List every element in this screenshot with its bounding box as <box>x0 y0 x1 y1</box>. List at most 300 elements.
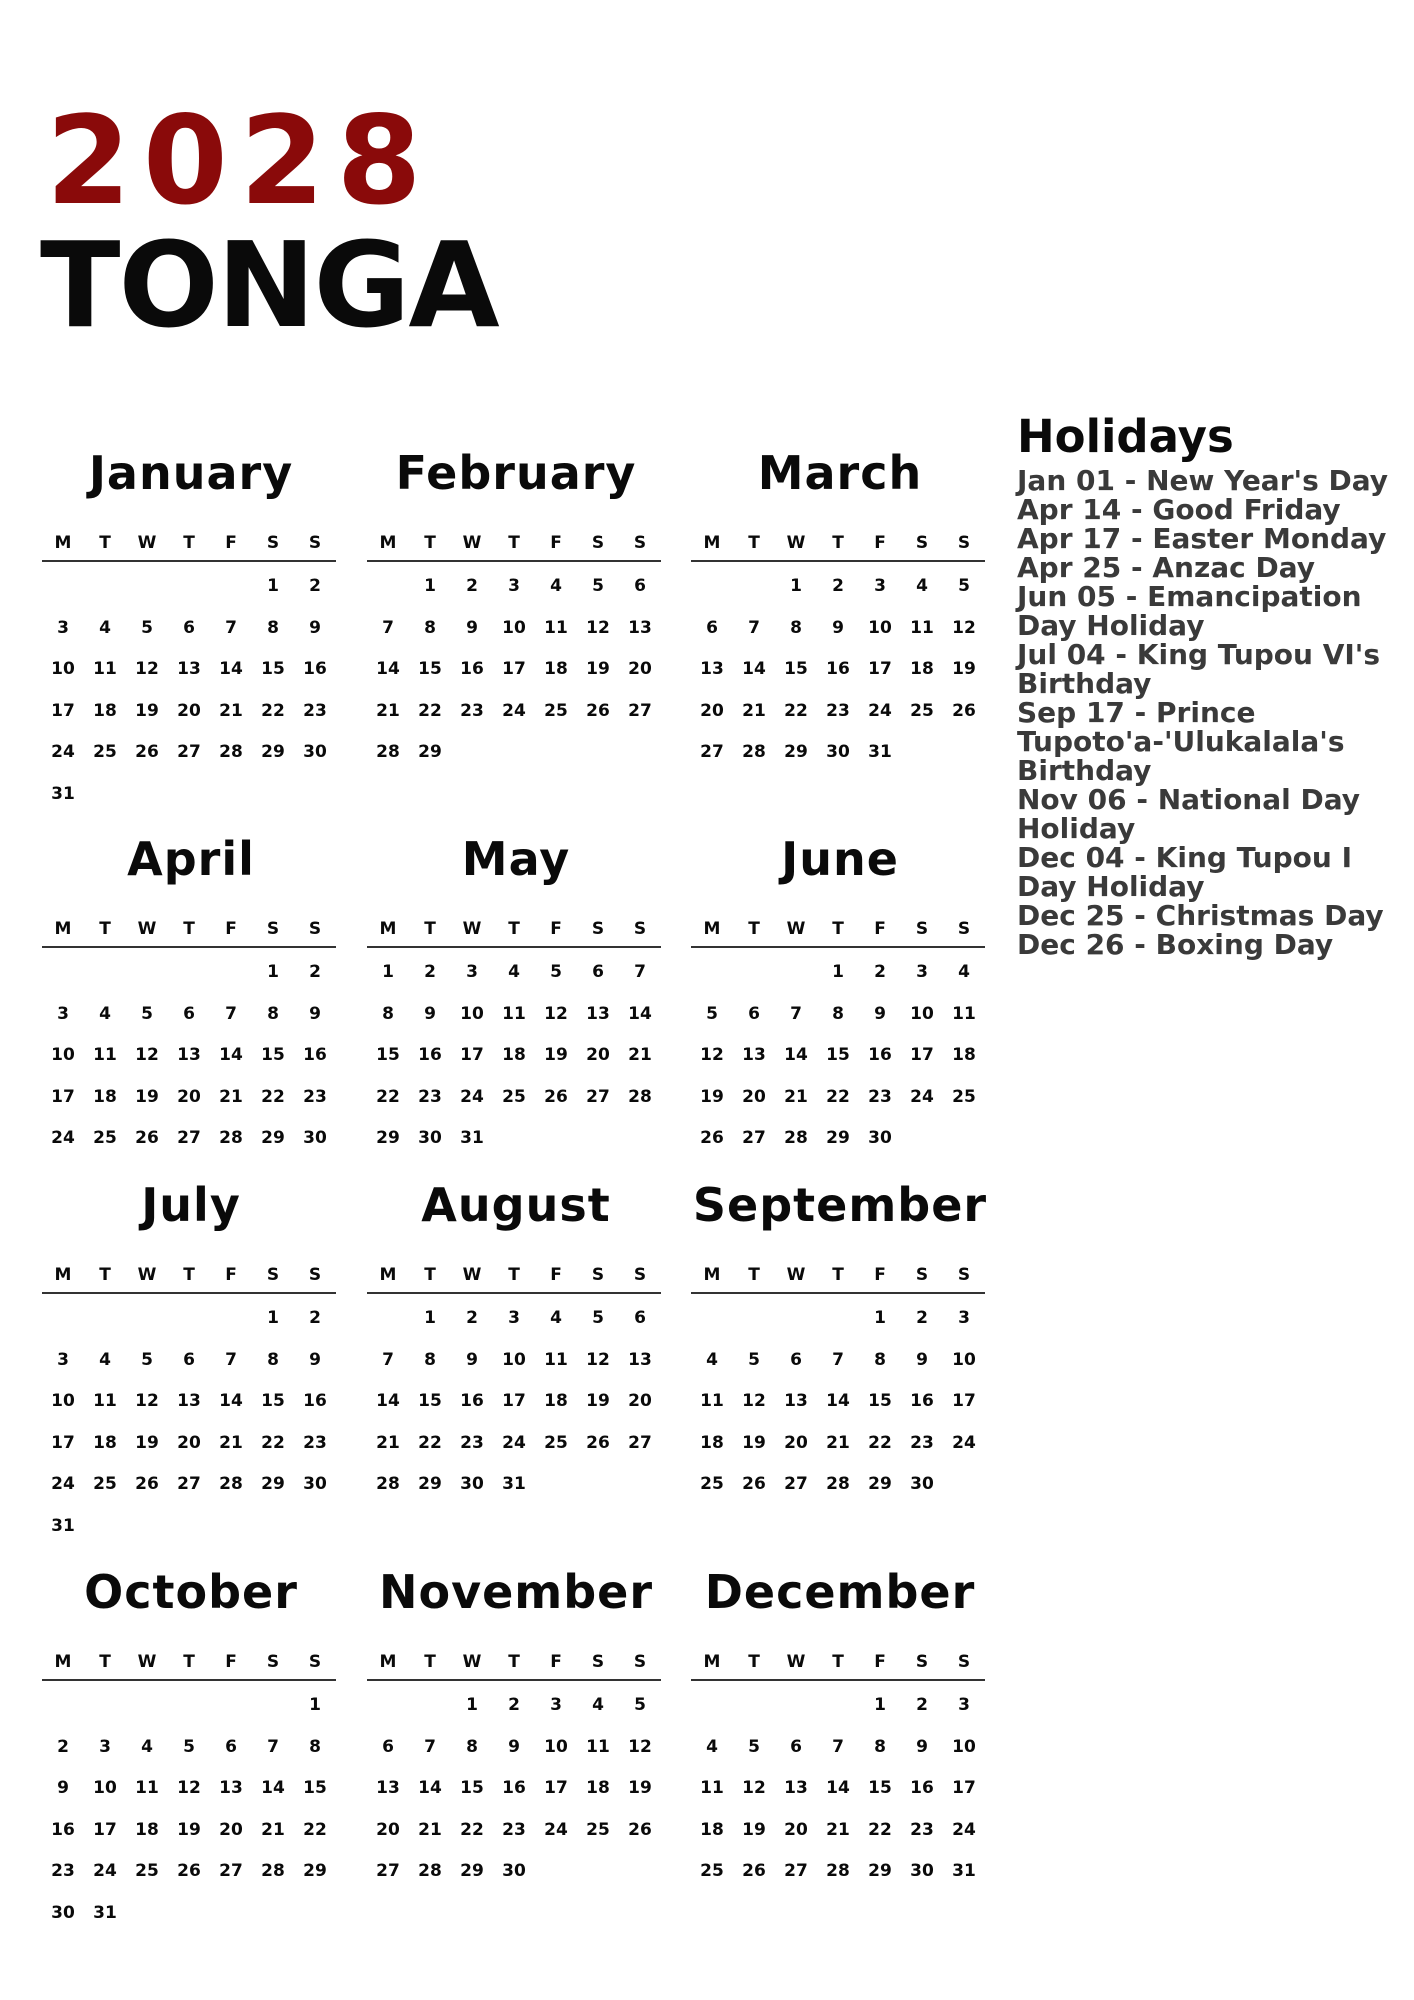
day-cell: 24 <box>93 1861 117 1881</box>
day-cell: 31 <box>460 1128 484 1148</box>
day-cell: 20 <box>628 659 652 679</box>
day-cell: 27 <box>586 1086 610 1107</box>
weekday-label: F <box>550 1652 562 1672</box>
day-cell: 21 <box>418 1819 442 1840</box>
weekday-label: F <box>550 533 562 553</box>
day-cell: 26 <box>742 1474 766 1494</box>
day-cell: 23 <box>460 700 484 721</box>
day-grid <box>691 832 989 1236</box>
day-cell: 28 <box>628 1086 652 1107</box>
weekday-label: T <box>424 919 436 939</box>
day-cell: 1 <box>382 962 394 982</box>
month-march <box>691 446 989 850</box>
day-cell: 27 <box>177 1474 201 1494</box>
day-cell: 1 <box>874 1308 886 1328</box>
day-cell: 1 <box>309 1695 321 1715</box>
day-cell: 5 <box>748 1349 760 1370</box>
day-cell: 5 <box>592 1308 604 1328</box>
day-cell: 1 <box>267 962 279 982</box>
day-cell: 11 <box>135 1778 159 1798</box>
day-cell: 10 <box>910 1003 934 1024</box>
month-name: January <box>88 446 294 500</box>
day-cell: 13 <box>784 1778 808 1798</box>
day-cell: 20 <box>177 1432 201 1453</box>
weekday-label: S <box>308 1652 322 1672</box>
day-cell: 7 <box>382 1349 394 1370</box>
day-cell: 19 <box>135 1086 159 1107</box>
day-cell: 29 <box>868 1474 892 1494</box>
weekday-label: F <box>225 919 237 939</box>
day-cell: 28 <box>784 1128 808 1148</box>
day-cell: 12 <box>544 1003 568 1024</box>
day-cell: 20 <box>784 1432 808 1453</box>
day-cell: 26 <box>586 700 610 721</box>
day-cell: 10 <box>51 1045 75 1065</box>
day-cell: 4 <box>958 962 970 982</box>
day-cell: 2 <box>874 962 886 982</box>
month-september <box>691 1178 989 1582</box>
day-cell: 7 <box>832 1349 844 1370</box>
day-cell: 9 <box>466 1349 478 1370</box>
day-cell: 23 <box>826 700 850 721</box>
day-cell: 13 <box>586 1003 610 1024</box>
weekday-label: S <box>266 1265 280 1285</box>
day-cell: 13 <box>376 1778 400 1798</box>
day-cell: 4 <box>550 1308 562 1328</box>
day-cell: 26 <box>952 700 976 721</box>
day-cell: 28 <box>261 1861 285 1881</box>
day-cell: 22 <box>261 1086 285 1107</box>
weekday-label: F <box>874 533 886 553</box>
day-cell: 17 <box>502 1391 526 1411</box>
day-cell: 29 <box>261 1128 285 1148</box>
month-november <box>367 1565 665 1969</box>
day-cell: 15 <box>418 1391 442 1411</box>
month-january <box>42 446 340 850</box>
weekday-label: S <box>266 1652 280 1672</box>
holiday-item: Apr 25 - Anzac Day <box>1017 551 1316 584</box>
weekday-label: T <box>183 533 195 553</box>
day-cell: 14 <box>418 1778 442 1798</box>
day-cell: 8 <box>424 1349 436 1370</box>
day-cell: 30 <box>51 1902 75 1923</box>
day-cell: 26 <box>135 1474 159 1494</box>
day-cell: 12 <box>586 1349 610 1370</box>
day-cell: 24 <box>460 1086 484 1107</box>
day-cell: 8 <box>466 1736 478 1757</box>
day-cell: 18 <box>93 1086 117 1107</box>
day-cell: 11 <box>93 1391 117 1411</box>
day-cell: 23 <box>418 1086 442 1107</box>
day-cell: 10 <box>51 1391 75 1411</box>
day-cell: 1 <box>424 1308 436 1328</box>
day-cell: 16 <box>418 1045 442 1065</box>
day-cell: 30 <box>502 1861 526 1881</box>
weekday-label: W <box>137 533 157 553</box>
weekday-label: M <box>703 919 721 939</box>
weekday-label: F <box>550 919 562 939</box>
day-cell: 25 <box>502 1086 526 1107</box>
weekday-label: T <box>99 533 111 553</box>
day-cell: 2 <box>309 962 321 982</box>
day-cell: 25 <box>93 1128 117 1148</box>
weekday-label: S <box>308 533 322 553</box>
month-name: April <box>127 832 255 886</box>
day-grid <box>691 446 989 850</box>
weekday-label: M <box>379 1652 397 1672</box>
day-cell: 15 <box>303 1778 327 1798</box>
day-cell: 10 <box>544 1736 568 1757</box>
day-cell: 24 <box>868 700 892 721</box>
day-cell: 4 <box>592 1695 604 1715</box>
day-cell: 2 <box>466 576 478 596</box>
day-cell: 26 <box>135 742 159 762</box>
day-cell: 15 <box>826 1045 850 1065</box>
day-cell: 21 <box>219 1432 243 1453</box>
weekday-label: T <box>424 533 436 553</box>
day-cell: 10 <box>502 617 526 638</box>
day-cell: 19 <box>952 659 976 679</box>
day-cell: 27 <box>628 1432 652 1453</box>
day-cell: 10 <box>93 1778 117 1798</box>
weekday-label: T <box>508 919 520 939</box>
day-cell: 17 <box>544 1778 568 1798</box>
day-cell: 11 <box>544 617 568 638</box>
day-cell: 16 <box>910 1778 934 1798</box>
holiday-item: Apr 14 - Good Friday <box>1017 493 1341 526</box>
weekday-label: S <box>915 533 929 553</box>
weekday-label: S <box>957 533 971 553</box>
day-cell: 27 <box>742 1128 766 1148</box>
day-cell: 22 <box>826 1086 850 1107</box>
weekday-label: F <box>874 1652 886 1672</box>
day-cell: 25 <box>544 1432 568 1453</box>
day-cell: 29 <box>868 1861 892 1881</box>
day-cell: 18 <box>544 659 568 679</box>
weekday-label: S <box>633 1652 647 1672</box>
day-cell: 26 <box>742 1861 766 1881</box>
day-cell: 8 <box>267 1349 279 1370</box>
day-cell: 12 <box>135 659 159 679</box>
day-grid <box>42 446 340 850</box>
calendar-year: 2028 <box>46 90 434 232</box>
country-title: TONGA <box>40 216 498 354</box>
weekday-label: W <box>137 1652 157 1672</box>
day-cell: 26 <box>544 1086 568 1107</box>
day-cell: 26 <box>700 1128 724 1148</box>
day-cell: 7 <box>790 1003 802 1024</box>
day-cell: 12 <box>177 1778 201 1798</box>
day-cell: 3 <box>958 1695 970 1715</box>
day-cell: 15 <box>376 1045 400 1065</box>
day-cell: 20 <box>177 700 201 721</box>
day-cell: 5 <box>141 617 153 638</box>
day-cell: 6 <box>183 1003 195 1024</box>
day-cell: 11 <box>700 1778 724 1798</box>
day-cell: 14 <box>376 659 400 679</box>
day-cell: 21 <box>742 700 766 721</box>
day-cell: 9 <box>309 617 321 638</box>
day-cell: 8 <box>424 617 436 638</box>
day-cell: 5 <box>634 1695 646 1715</box>
day-cell: 2 <box>832 576 844 596</box>
day-cell: 10 <box>952 1349 976 1370</box>
day-cell: 26 <box>135 1128 159 1148</box>
day-cell: 6 <box>634 576 646 596</box>
day-grid <box>42 1178 340 1582</box>
day-cell: 9 <box>832 617 844 638</box>
day-cell: 21 <box>376 700 400 721</box>
day-cell: 4 <box>508 962 520 982</box>
holiday-item: Jul 04 - King Tupou VI's Birthday <box>1017 638 1381 700</box>
weekday-label: F <box>225 1652 237 1672</box>
day-cell: 28 <box>376 1474 400 1494</box>
day-cell: 2 <box>57 1736 69 1757</box>
day-cell: 9 <box>57 1778 69 1798</box>
day-cell: 19 <box>544 1045 568 1065</box>
day-cell: 27 <box>177 1128 201 1148</box>
day-cell: 19 <box>177 1819 201 1840</box>
day-cell: 18 <box>135 1819 159 1840</box>
day-cell: 30 <box>460 1474 484 1494</box>
day-cell: 9 <box>309 1349 321 1370</box>
day-cell: 20 <box>219 1819 243 1840</box>
day-cell: 2 <box>916 1695 928 1715</box>
day-cell: 2 <box>466 1308 478 1328</box>
day-cell: 22 <box>418 1432 442 1453</box>
day-cell: 8 <box>790 617 802 638</box>
holiday-item: Sep 17 - Prince Tupoto'a-'Ulukalala's Birthday <box>1017 696 1345 787</box>
day-cell: 8 <box>874 1736 886 1757</box>
day-cell: 24 <box>51 1474 75 1494</box>
day-cell: 18 <box>586 1778 610 1798</box>
day-cell: 21 <box>784 1086 808 1107</box>
day-cell: 25 <box>93 1474 117 1494</box>
day-cell: 20 <box>742 1086 766 1107</box>
day-cell: 1 <box>874 1695 886 1715</box>
day-cell: 11 <box>700 1391 724 1411</box>
weekday-label: W <box>786 919 806 939</box>
day-cell: 29 <box>261 742 285 762</box>
weekday-label: M <box>379 1265 397 1285</box>
day-cell: 17 <box>51 700 75 721</box>
day-cell: 24 <box>910 1086 934 1107</box>
day-cell: 19 <box>135 1432 159 1453</box>
day-cell: 14 <box>742 659 766 679</box>
day-cell: 22 <box>418 700 442 721</box>
day-cell: 31 <box>952 1861 976 1881</box>
weekday-label: M <box>379 533 397 553</box>
weekday-label: S <box>266 919 280 939</box>
day-cell: 27 <box>700 742 724 762</box>
day-cell: 22 <box>784 700 808 721</box>
day-cell: 7 <box>225 1349 237 1370</box>
day-cell: 11 <box>586 1736 610 1757</box>
day-cell: 10 <box>460 1003 484 1024</box>
holidays-panel <box>1017 412 1397 959</box>
day-cell: 13 <box>628 1349 652 1370</box>
day-cell: 24 <box>502 1432 526 1453</box>
day-cell: 31 <box>502 1474 526 1494</box>
day-cell: 24 <box>544 1819 568 1840</box>
weekday-label: T <box>99 1265 111 1285</box>
weekday-label: T <box>832 1652 844 1672</box>
day-cell: 15 <box>460 1778 484 1798</box>
day-cell: 30 <box>826 742 850 762</box>
weekday-label: F <box>874 1265 886 1285</box>
day-cell: 17 <box>952 1391 976 1411</box>
day-cell: 8 <box>874 1349 886 1370</box>
day-cell: 19 <box>742 1819 766 1840</box>
day-cell: 14 <box>219 1045 243 1065</box>
day-cell: 14 <box>628 1003 652 1024</box>
weekday-label: T <box>748 919 760 939</box>
day-cell: 20 <box>700 700 724 721</box>
day-cell: 12 <box>742 1778 766 1798</box>
day-cell: 5 <box>592 576 604 596</box>
day-cell: 2 <box>309 576 321 596</box>
day-cell: 11 <box>502 1003 526 1024</box>
weekday-label: W <box>137 919 157 939</box>
day-grid <box>42 832 340 1236</box>
day-cell: 25 <box>135 1861 159 1881</box>
day-cell: 1 <box>790 576 802 596</box>
day-grid <box>367 1178 665 1582</box>
day-cell: 9 <box>466 617 478 638</box>
day-cell: 25 <box>952 1086 976 1107</box>
day-cell: 14 <box>826 1391 850 1411</box>
day-cell: 29 <box>418 742 442 762</box>
day-cell: 5 <box>706 1003 718 1024</box>
month-february <box>367 446 665 850</box>
day-cell: 21 <box>628 1045 652 1065</box>
day-cell: 17 <box>910 1045 934 1065</box>
day-cell: 8 <box>267 1003 279 1024</box>
weekday-label: T <box>183 1265 195 1285</box>
day-cell: 14 <box>376 1391 400 1411</box>
day-cell: 28 <box>742 742 766 762</box>
day-cell: 16 <box>303 1391 327 1411</box>
weekday-label: T <box>748 1265 760 1285</box>
day-cell: 25 <box>910 700 934 721</box>
day-cell: 15 <box>418 659 442 679</box>
day-cell: 9 <box>916 1736 928 1757</box>
day-cell: 4 <box>916 576 928 596</box>
day-cell: 22 <box>376 1086 400 1107</box>
day-cell: 15 <box>261 1045 285 1065</box>
day-cell: 21 <box>261 1819 285 1840</box>
day-cell: 31 <box>93 1902 117 1923</box>
day-cell: 2 <box>916 1308 928 1328</box>
day-grid <box>367 832 665 1236</box>
day-cell: 23 <box>303 1432 327 1453</box>
day-cell: 7 <box>424 1736 436 1757</box>
month-august <box>367 1178 665 1582</box>
weekday-label: W <box>786 533 806 553</box>
day-cell: 3 <box>57 617 69 638</box>
day-cell: 18 <box>93 700 117 721</box>
weekday-label: S <box>957 919 971 939</box>
month-july <box>42 1178 340 1582</box>
weekday-label: S <box>591 1652 605 1672</box>
day-cell: 28 <box>219 1474 243 1494</box>
day-cell: 3 <box>550 1695 562 1715</box>
weekday-label: W <box>462 1265 482 1285</box>
day-cell: 4 <box>706 1736 718 1757</box>
day-cell: 14 <box>219 1391 243 1411</box>
weekday-label: T <box>832 1265 844 1285</box>
day-cell: 5 <box>141 1003 153 1024</box>
day-cell: 8 <box>309 1736 321 1757</box>
day-cell: 19 <box>135 700 159 721</box>
day-cell: 1 <box>424 576 436 596</box>
weekday-label: T <box>99 1652 111 1672</box>
day-cell: 1 <box>832 962 844 982</box>
day-cell: 16 <box>51 1819 75 1840</box>
day-cell: 21 <box>376 1432 400 1453</box>
day-cell: 13 <box>177 659 201 679</box>
weekday-label: M <box>54 1652 72 1672</box>
day-cell: 31 <box>51 1515 75 1536</box>
day-cell: 30 <box>910 1474 934 1494</box>
day-cell: 17 <box>51 1086 75 1107</box>
day-cell: 30 <box>418 1128 442 1148</box>
day-cell: 12 <box>700 1045 724 1065</box>
day-cell: 15 <box>868 1391 892 1411</box>
day-cell: 15 <box>261 1391 285 1411</box>
day-cell: 23 <box>460 1432 484 1453</box>
day-cell: 29 <box>303 1861 327 1881</box>
day-cell: 30 <box>910 1861 934 1881</box>
day-cell: 17 <box>952 1778 976 1798</box>
day-cell: 11 <box>93 659 117 679</box>
day-cell: 15 <box>784 659 808 679</box>
day-cell: 30 <box>868 1128 892 1148</box>
day-cell: 2 <box>508 1695 520 1715</box>
weekday-label: M <box>703 1265 721 1285</box>
day-cell: 25 <box>700 1474 724 1494</box>
day-cell: 23 <box>303 1086 327 1107</box>
weekday-label: T <box>183 1652 195 1672</box>
weekday-label: S <box>633 919 647 939</box>
day-cell: 13 <box>784 1391 808 1411</box>
day-cell: 19 <box>628 1778 652 1798</box>
day-cell: 17 <box>51 1432 75 1453</box>
day-cell: 12 <box>952 617 976 638</box>
month-april <box>42 832 340 1236</box>
holiday-item: Jun 05 - Emancipation Day Holiday <box>1017 580 1362 642</box>
day-cell: 11 <box>93 1045 117 1065</box>
day-cell: 23 <box>502 1819 526 1840</box>
day-cell: 3 <box>508 1308 520 1328</box>
day-cell: 13 <box>700 659 724 679</box>
weekday-label: S <box>308 1265 322 1285</box>
day-cell: 3 <box>874 576 886 596</box>
day-grid <box>367 1565 665 1969</box>
day-cell: 23 <box>910 1819 934 1840</box>
weekday-label: W <box>462 1652 482 1672</box>
weekday-label: S <box>957 1652 971 1672</box>
weekday-label: T <box>748 1652 760 1672</box>
day-cell: 30 <box>303 1128 327 1148</box>
day-cell: 9 <box>508 1736 520 1757</box>
day-cell: 16 <box>303 1045 327 1065</box>
day-grid <box>691 1565 989 1969</box>
weekday-label: M <box>54 1265 72 1285</box>
day-cell: 6 <box>225 1736 237 1757</box>
day-cell: 21 <box>219 700 243 721</box>
day-cell: 9 <box>874 1003 886 1024</box>
